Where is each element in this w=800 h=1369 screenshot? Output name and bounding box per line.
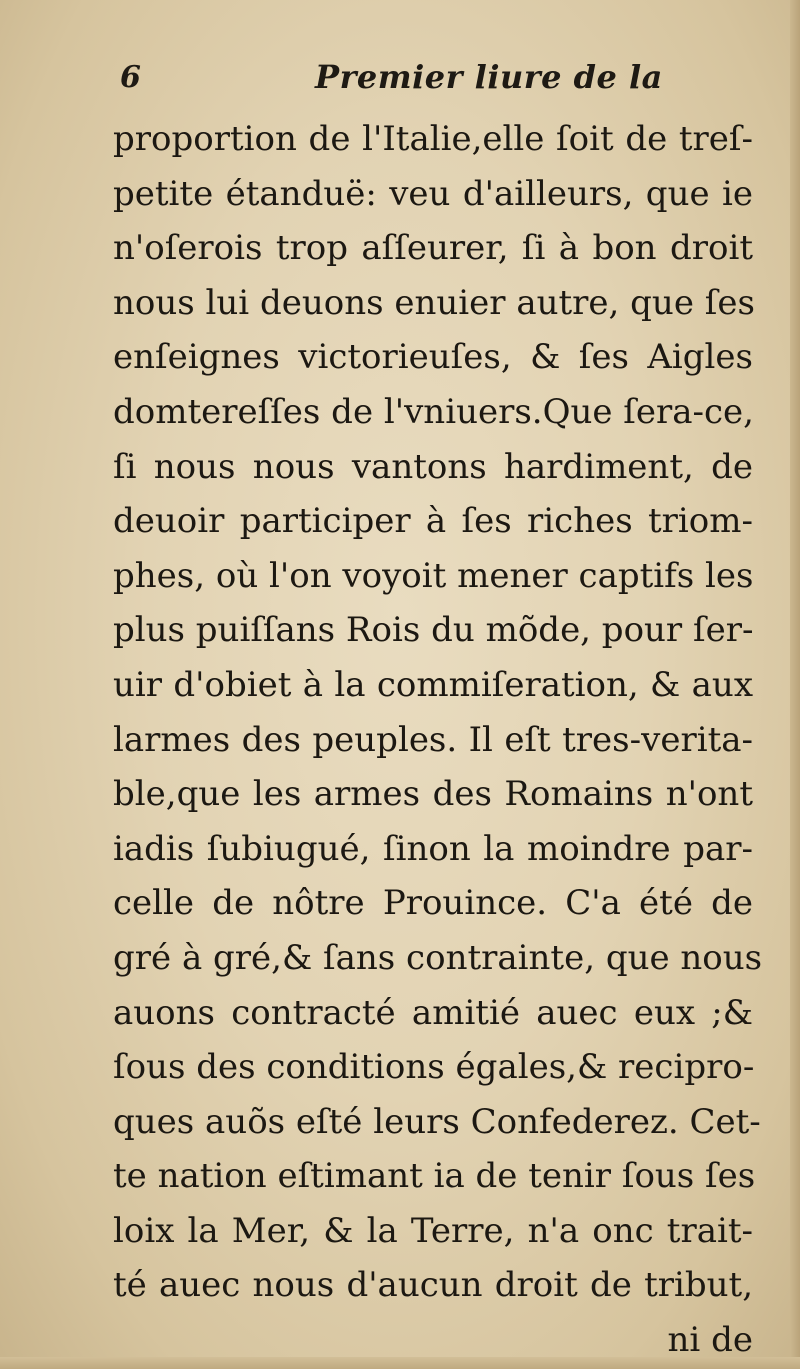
text-line: uir d'obiet à la commiſeration, & aux [113,664,753,705]
text-line: té auec nous d'aucun droit de tribut, [113,1265,753,1306]
text-line: auons contracté amitié auec eux ;& [113,992,753,1033]
page-header [115,50,755,110]
text-line: deuoir participer à ſes riches triom- [113,501,753,542]
text-line: celle de nôtre Prouince. C'a été de [113,883,753,924]
text-line: plus puiſſans Rois du mõde, pour ſer- [113,610,754,651]
text-line: ſi nous nous vantons hardiment, de [113,446,753,487]
catchword: ni de [667,1320,753,1361]
text-line: nous lui deuons enuier autre, que ſes [113,282,755,323]
text-line: te nation eſtimant ia de tenir ſous ſes [113,1156,756,1197]
text-line: phes, où l'on voyoit mener captifs les [113,555,754,596]
text-line: ble,que les armes des Romains n'ont [113,774,753,815]
body-text [113,112,763,1368]
page-number: 6 [120,60,141,95]
text-line: ſous des conditions égales,& recipro- [113,1047,755,1088]
text-line: loix la Mer, & la Terre, n'a onc trait- [113,1210,753,1251]
text-line: n'oſerois trop aſſeurer, ſi à bon droit [113,228,753,269]
text-line: proportion de l'Italie,elle ſoit de treſ- [113,119,753,159]
text-line: gré à gré,& ſans contrainte, que nous [113,937,763,978]
running-head: Premier liure de la [315,58,663,96]
text-line: ques auõs eſté leurs Confederez. Cet- [113,1101,761,1142]
page-edge-right [790,0,800,1369]
text-line: domtereſſes de l'vniuers.Que ſera-ce, [113,391,754,432]
text-line: larmes des peuples. Il eſt tres-verita- [113,719,753,760]
text-line: petite étanduë: veu d'ailleurs, que ie [113,173,753,214]
text-line: iadis ſubiugué, ſinon la moindre par- [113,828,753,869]
text-line: enſeignes victorieuſes, & ſes Aigles [113,337,753,378]
